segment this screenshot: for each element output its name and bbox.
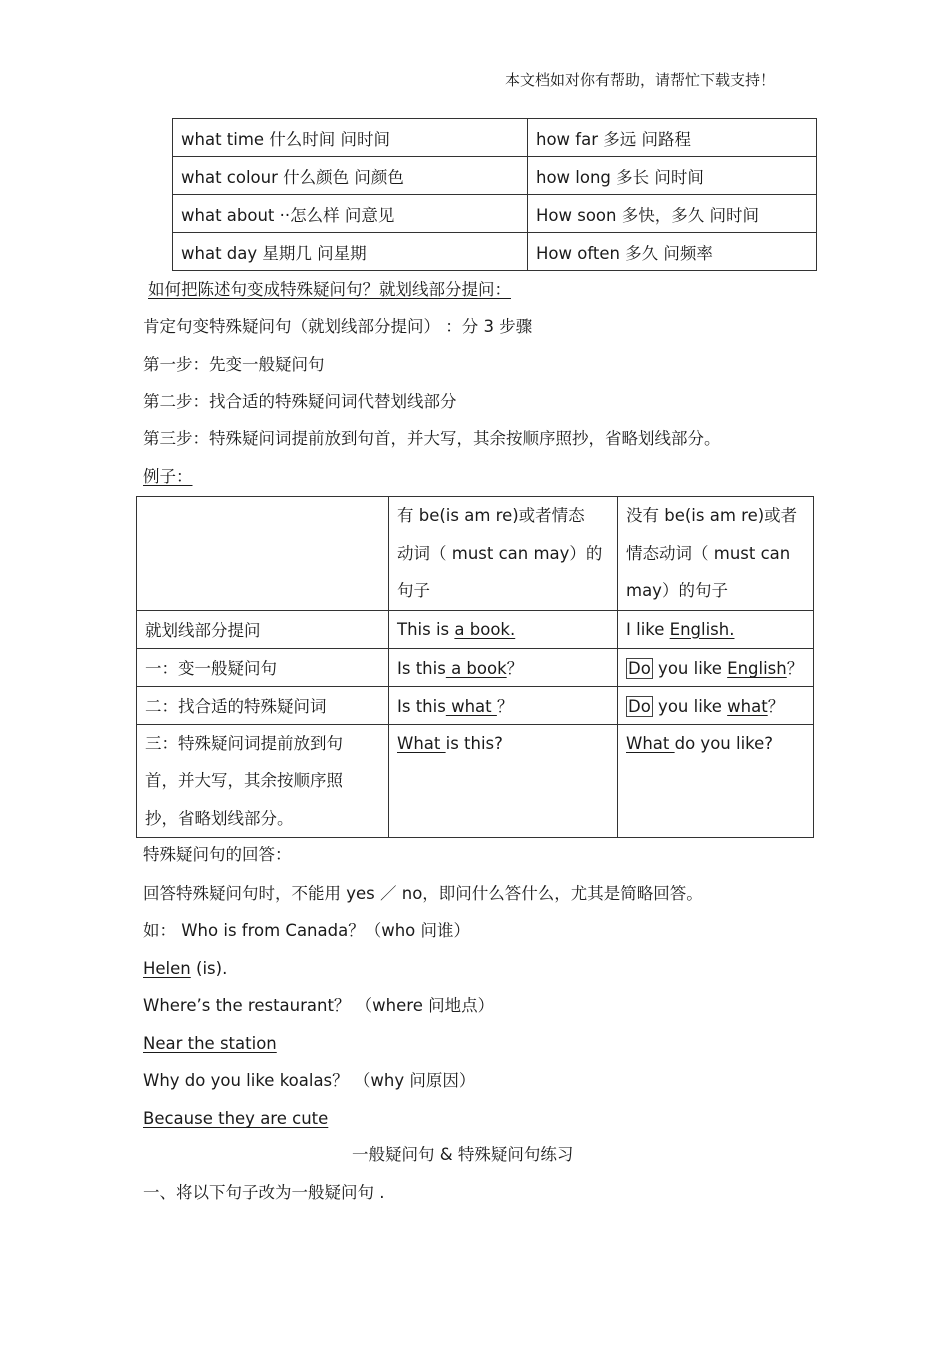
boxed-auxiliary: Do (628, 659, 651, 678)
text-span: ？ (506, 659, 524, 678)
table-row (173, 195, 817, 233)
underlined-part: what (445, 697, 497, 716)
practice-title: 一般疑问句 & 特殊疑问句练习 (352, 1145, 574, 1164)
header-with-be-cell (389, 497, 618, 611)
text-span: (is). (190, 959, 228, 978)
example-question-2: Where’s the restaurant？ （where 问地点） (143, 996, 495, 1015)
table-row (137, 610, 814, 648)
header-line: 没有 be(is am re)或者 (626, 506, 798, 525)
label-line: 首，并大写，其余按顺序照 (145, 771, 343, 790)
underlined-part: Helen (143, 959, 191, 978)
underlined-part: English (727, 659, 787, 678)
table-row (173, 119, 817, 157)
text-span: Is this (397, 697, 446, 716)
text-span: I like (626, 619, 670, 639)
example-answer-1 (143, 958, 227, 980)
table-row (137, 686, 814, 724)
text-span: ？ (496, 697, 514, 716)
example-cell (618, 686, 814, 724)
vocab-cell: what colour 什么颜色 问颜色 (173, 157, 528, 195)
example-answer-2: Near the station (143, 1034, 277, 1053)
example-question-3: Why do you like koalas？ （why 问原因） (143, 1071, 476, 1090)
section-intro: 肯定句变特殊疑问句（就划线部分提问） ：分 3 步骤 (143, 317, 533, 336)
text-span: This is (397, 619, 455, 639)
header-line: 情态动词（ must can (626, 543, 791, 563)
vocab-cell: How often 多久 问频率 (528, 233, 817, 271)
text-span: is this? (445, 733, 503, 753)
text-span: ？ (786, 659, 804, 678)
text-span: you like (652, 659, 728, 678)
vocab-cell: what time 什么时间 问时间 (173, 119, 528, 157)
label-line: 抄，省略划线部分。 (145, 808, 294, 828)
text-span: Is this (397, 659, 446, 678)
example-cell (389, 724, 618, 838)
vocab-cell: how long 多长 问时间 (528, 157, 817, 195)
answers-heading: 特殊疑问句的回答： (143, 845, 292, 864)
question-word-table (172, 118, 817, 271)
underlined-part: what (727, 697, 768, 716)
row-label: 就划线部分提问 (137, 610, 389, 648)
label-line: 三：特殊疑问词提前放到句 (145, 733, 343, 753)
boxed-auxiliary: Do (628, 697, 651, 716)
underlined-part: What (397, 733, 446, 753)
header-empty-cell (137, 497, 389, 611)
table-row (137, 724, 814, 838)
text-span: ？ (767, 697, 785, 716)
step-one: 第一步：先变一般疑问句 (143, 355, 325, 374)
example-question-1: 如： Who is from Canada？（who 问谁） (143, 921, 471, 940)
vocab-cell: what about ··怎么样 问意见 (173, 195, 528, 233)
header-line: 动词（ must can may）的 (397, 543, 603, 563)
underlined-part: What (626, 733, 675, 753)
vocab-cell: How soon 多快，多久 问时间 (528, 195, 817, 233)
header-line: 句子 (397, 581, 430, 600)
practice-task-1: 一、将以下句子改为一般疑问句 . (143, 1183, 385, 1202)
example-cell (389, 686, 618, 724)
vocab-cell: how far 多远 问路程 (528, 119, 817, 157)
row-label: 一：变一般疑问句 (137, 648, 389, 686)
header-line: 有 be(is am re)或者情态 (397, 506, 585, 525)
row-label (137, 724, 389, 838)
example-cell (618, 724, 814, 838)
answers-rule: 回答特殊疑问句时，不能用 yes ／ no，即问什么答什么，尤其是简略回答。 (143, 884, 703, 903)
table-row (173, 157, 817, 195)
vocab-cell: what day 星期几 问星期 (173, 233, 528, 271)
page-header-note: 本文档如对你有帮助，请帮忙下载支持！ (505, 71, 776, 89)
example-cell (389, 610, 618, 648)
example-label: 例子： (143, 467, 193, 486)
text-span: you like (652, 697, 728, 716)
header-without-be-cell (618, 497, 814, 611)
example-cell (618, 648, 814, 686)
table-row (173, 233, 817, 271)
underlined-part: a book (445, 659, 507, 678)
underlined-part: a book. (454, 619, 516, 639)
example-cell (618, 610, 814, 648)
header-line: may）的句子 (626, 581, 728, 600)
example-answer-3: Because they are cute (143, 1109, 329, 1128)
underlined-part: English. (669, 619, 735, 639)
table-row (137, 648, 814, 686)
section-heading: 如何把陈述句变成特殊疑问句？就划线部分提问： (148, 280, 511, 299)
table-row (137, 497, 814, 611)
example-table (136, 496, 814, 838)
step-three: 第三步：特殊疑问词提前放到句首，并大写，其余按顺序照抄，省略划线部分。 (143, 429, 721, 448)
row-label: 二：找合适的特殊疑问词 (137, 686, 389, 724)
step-two: 第二步：找合适的特殊疑问词代替划线部分 (143, 392, 457, 411)
text-span: do you like? (674, 733, 774, 753)
example-cell (389, 648, 618, 686)
